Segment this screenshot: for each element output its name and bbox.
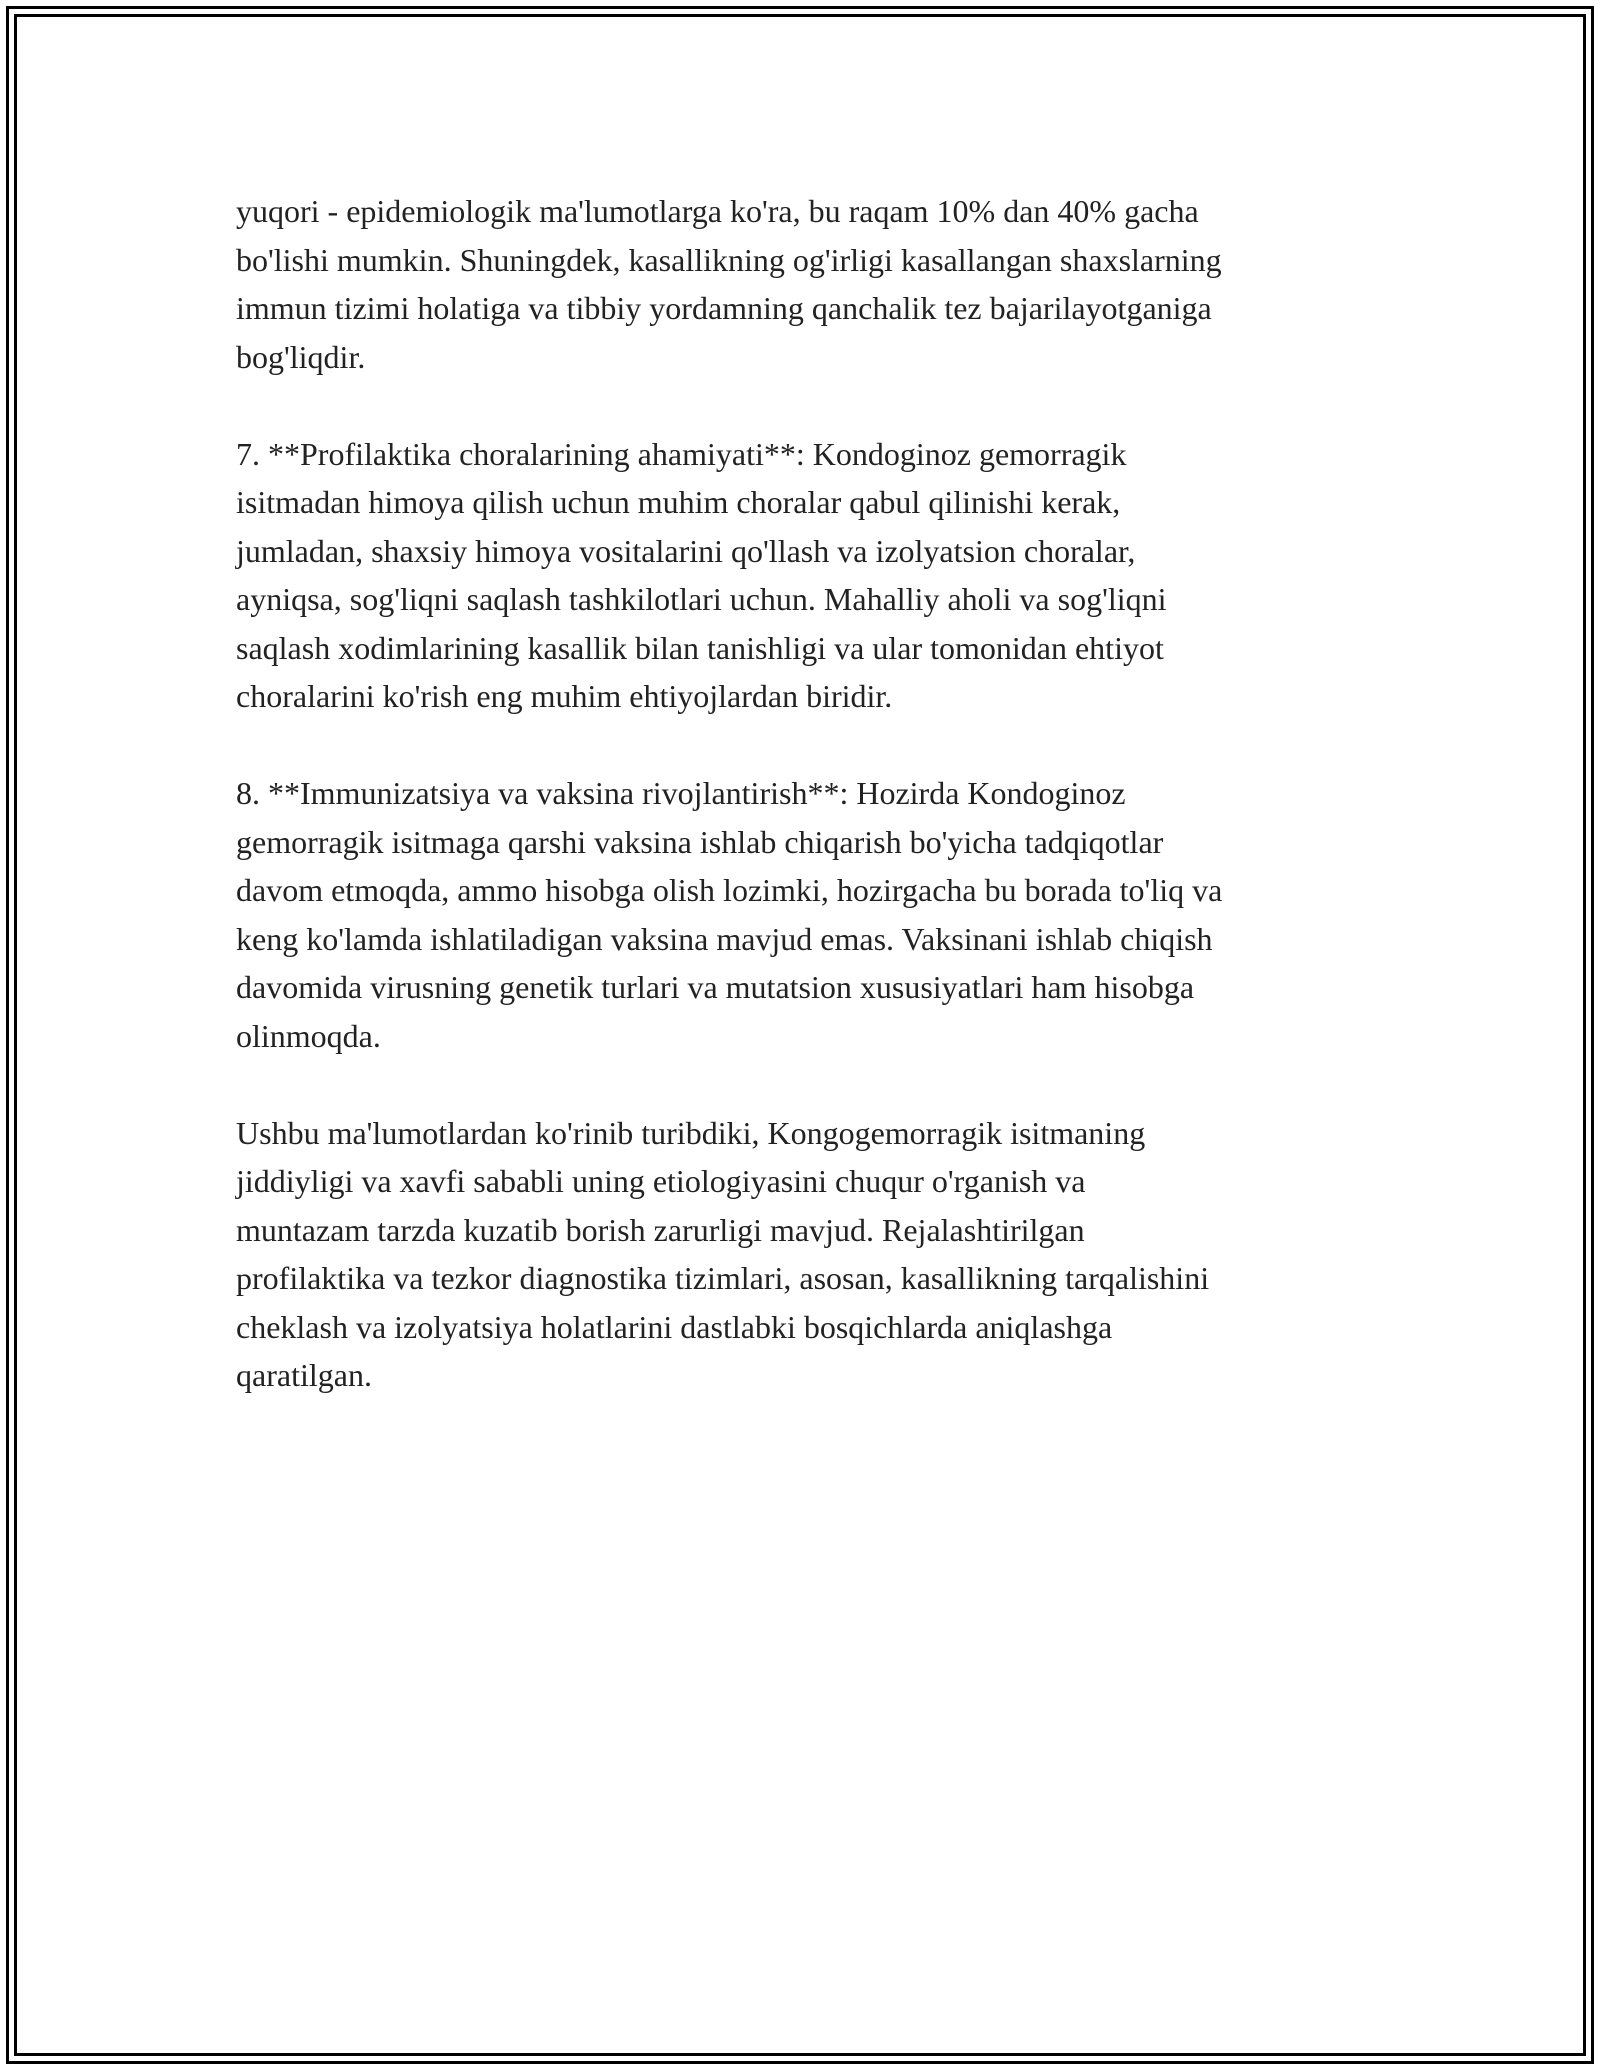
text-line: jumladan, shaxsiy himoya vositalarini qo'llash va izolyatsion choralar, <box>236 532 1136 569</box>
text-line: muntazam tarzda kuzatib borish zarurligi mavjud. Rejalashtirilgan <box>236 1211 1085 1248</box>
text-line: 7. **Profilaktika choralarining ahamiyati**: Kondoginoz gemorragik <box>236 435 1127 472</box>
text-line: saqlash xodimlarining kasallik bilan tanishligi va ular tomonidan ehtiyot <box>236 629 1164 666</box>
text-line: isitmadan himoya qilish uchun muhim choralar qabul qilinishi kerak, <box>236 484 1121 520</box>
text-line: olinmoqda. <box>236 1017 381 1054</box>
text-line: cheklash va izolyatsiya holatlarini dastlabki bosqichlarda aniqlashga <box>236 1308 1113 1345</box>
text-line: profilaktika va tezkor diagnostika tizimlari, asosan, kasallikning tarqalishini <box>236 1260 1210 1296</box>
text-line: keng ko'lamda ishlatiladigan vaksina mavjud emas. Vaksinani ishlab chiqish <box>236 920 1213 957</box>
paragraph-mortality <box>236 187 1386 381</box>
text-line: ayniqsa, sog'liqni saqlash tashkilotlari uchun. Mahalliy aholi va sog'liqni <box>236 581 1167 617</box>
text-line: immun tizimi holatiga va tibbiy yordamning qanchalik tez bajarilayotganiga <box>236 290 1212 326</box>
paragraph-conclusion <box>236 1109 1386 1400</box>
text-line: bo'lishi mumkin. Shuningdek, kasallikning og'irligi kasallangan shaxslarning <box>236 241 1222 278</box>
text-line: Ushbu ma'lumotlardan ko'rinib turibdiki, Kongogemorragik isitmaning <box>236 1114 1146 1151</box>
text-line: choralarini ko'rish eng muhim ehtiyojlardan biridir. <box>236 678 893 714</box>
text-line: davomida virusning genetik turlari va mutatsion xususiyatlari ham hisobga <box>236 969 1195 1005</box>
text-line: qaratilgan. <box>236 1357 372 1393</box>
text-line: 8. **Immunizatsiya va vaksina rivojlantirish**: Hozirda Kondoginoz <box>236 775 1126 811</box>
text-line: jiddiyligi va xavfi sababli uning etiologiyasini chuqur o'rganish va <box>236 1163 1086 1199</box>
document-body <box>236 187 1386 1400</box>
paragraph-prevention <box>236 430 1386 721</box>
paragraph-immunization <box>236 769 1386 1060</box>
text-line: bog'liqdir. <box>236 338 366 375</box>
text-line: yuqori - epidemiologik ma'lumotlarga ko'ra, bu raqam 10% dan 40% gacha <box>236 193 1199 229</box>
text-line: davom etmoqda, ammo hisobga olish lozimki, hozirgacha bu borada to'liq va <box>236 872 1223 908</box>
text-line: gemorragik isitmaga qarshi vaksina ishlab chiqarish bo'yicha tadqiqotlar <box>236 823 1164 860</box>
